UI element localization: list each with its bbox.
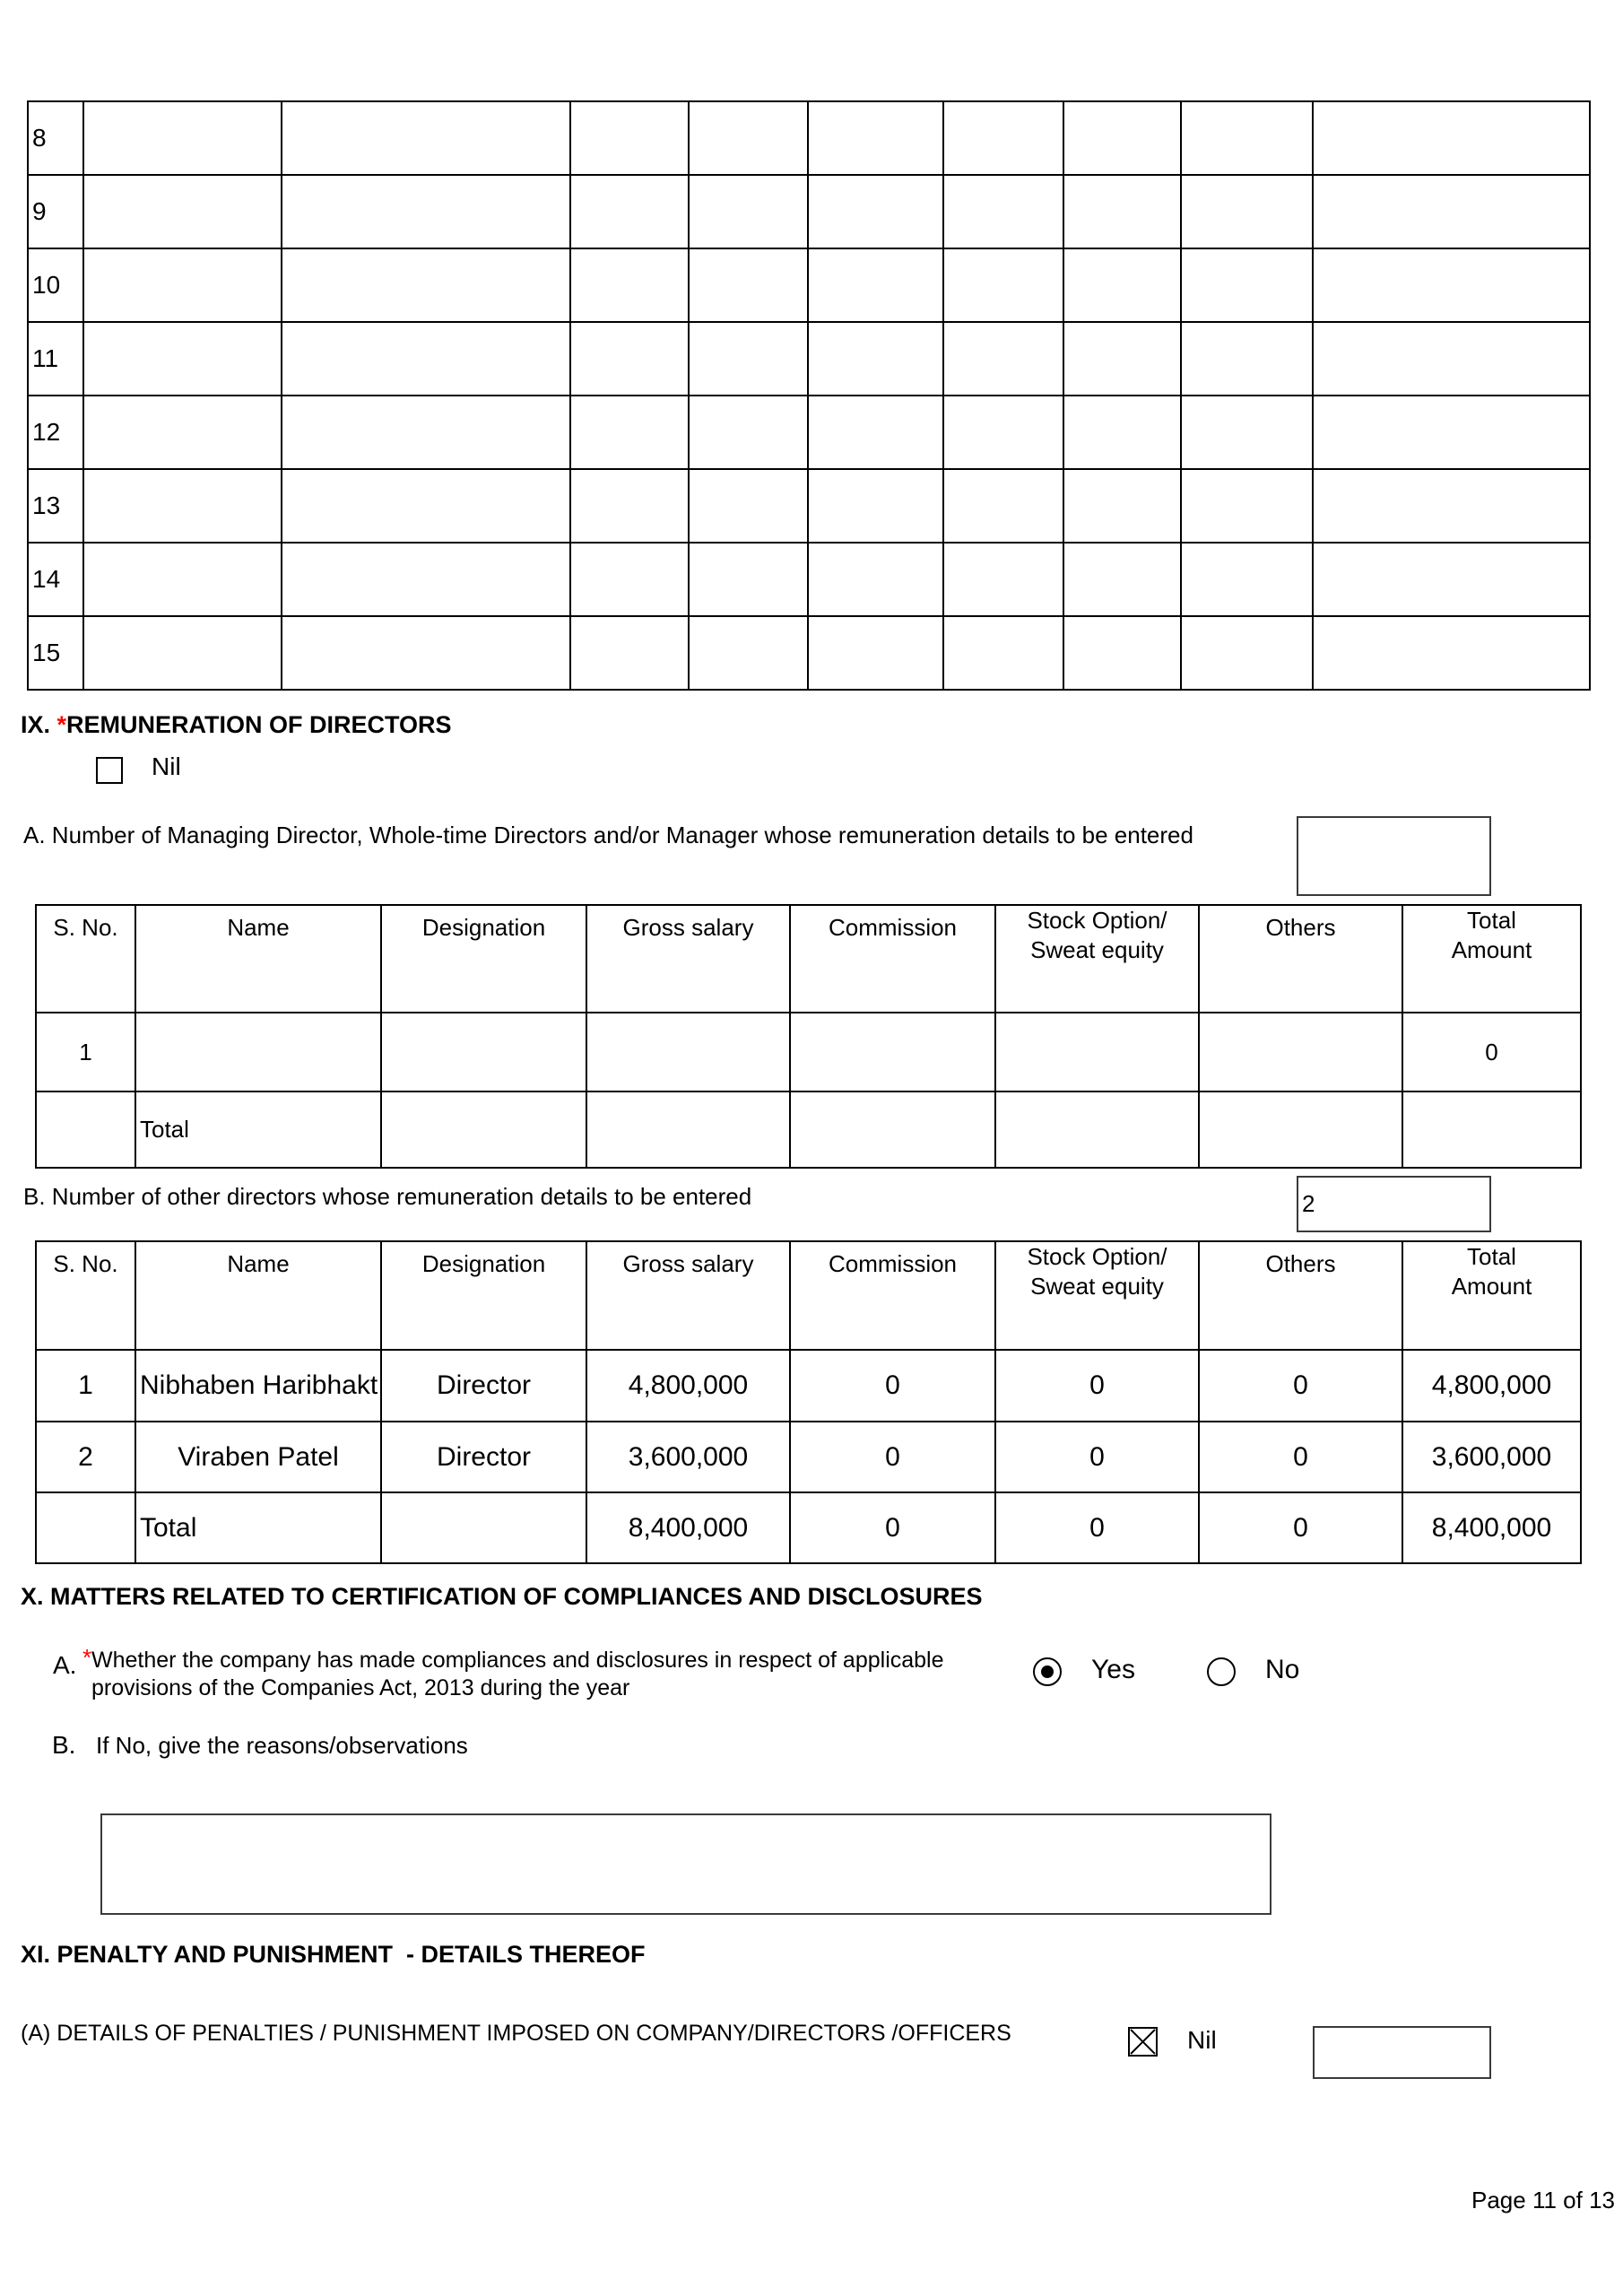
cell-stock-option[interactable]: 0 [995, 1350, 1199, 1422]
table-cell[interactable] [570, 469, 689, 543]
table-cell[interactable] [808, 469, 943, 543]
part-b-count-label: B. Number of other directors whose remuneration details to be entered [23, 1183, 752, 1210]
cell-others[interactable] [1199, 1013, 1402, 1091]
compliance-question-line-2: provisions of the Companies Act, 2013 during the year [91, 1675, 630, 1700]
radio-selected-dot [1041, 1665, 1054, 1678]
table-cell[interactable] [570, 543, 689, 616]
table-cell[interactable] [808, 543, 943, 616]
row-number: 11 [28, 322, 83, 396]
cell-commission[interactable] [790, 1091, 995, 1168]
cell-designation[interactable] [381, 1091, 586, 1168]
table-row [28, 322, 1590, 396]
table-row [28, 543, 1590, 616]
table-row [36, 1013, 1581, 1091]
cell-s-no: 2 [36, 1422, 135, 1492]
row-number: 10 [28, 248, 83, 322]
table-cell[interactable] [1181, 469, 1313, 543]
table-cell[interactable] [1181, 175, 1313, 248]
table-cell[interactable] [1313, 396, 1590, 469]
cell-total-amount[interactable]: 4,800,000 [1402, 1350, 1581, 1422]
cell-gross-salary[interactable]: 4,800,000 [586, 1350, 790, 1422]
table-cell[interactable] [83, 396, 282, 469]
other-directors-remuneration-table [35, 1240, 1582, 1564]
table-cell[interactable] [1181, 248, 1313, 322]
table-cell[interactable] [808, 248, 943, 322]
table-cell[interactable] [83, 101, 282, 175]
cell-name[interactable]: Nibhaben Haribhakt [135, 1350, 381, 1422]
table-cell[interactable] [943, 248, 1063, 322]
column-header-stock-option: Stock Option/ Sweat equity [995, 1241, 1199, 1350]
table-cell[interactable] [1313, 322, 1590, 396]
table-cell[interactable] [83, 322, 282, 396]
total-label: Total [135, 1091, 381, 1168]
column-header-designation: Designation [381, 905, 586, 1013]
section-title: REMUNERATION OF DIRECTORS [66, 711, 452, 738]
table-cell[interactable] [570, 616, 689, 690]
table-cell[interactable] [943, 396, 1063, 469]
column-header-total-amount: Total Amount [1402, 905, 1581, 1013]
table-cell[interactable] [943, 322, 1063, 396]
cell-gross-salary[interactable] [586, 1013, 790, 1091]
cell-designation[interactable]: Director [381, 1350, 586, 1422]
total-row [36, 1091, 1581, 1168]
cell-others[interactable]: 0 [1199, 1422, 1402, 1492]
table-cell[interactable] [943, 175, 1063, 248]
part-a-count-label: A. Number of Managing Director, Whole-time Directors and/or Manager whose remuneration details to be entered [23, 822, 1193, 848]
column-header-name: Name [135, 905, 381, 1013]
yes-radio[interactable] [1033, 1657, 1062, 1686]
table-row [36, 1422, 1581, 1492]
column-header-s-no: S. No. [36, 905, 135, 1013]
table-cell[interactable] [808, 175, 943, 248]
table-cell[interactable] [282, 322, 570, 396]
cell-s-no: 1 [36, 1350, 135, 1422]
column-header-commission: Commission [790, 1241, 995, 1350]
column-header-others: Others [1199, 1241, 1402, 1350]
previous-section-table [27, 100, 1591, 691]
part-a-marker: A. [53, 1651, 77, 1679]
checkmark-x-icon [1130, 2029, 1156, 2055]
table-cell[interactable] [282, 396, 570, 469]
page-number: Page 11 of 13 [1471, 2187, 1615, 2213]
cell-commission[interactable]: 0 [790, 1422, 995, 1492]
table-cell[interactable] [570, 322, 689, 396]
table-cell[interactable] [808, 396, 943, 469]
penalty-nil-checkbox[interactable] [1128, 2027, 1158, 2057]
column-header-stock-option: Stock Option/ Sweat equity [995, 905, 1199, 1013]
table-row [28, 616, 1590, 690]
table-cell[interactable] [282, 248, 570, 322]
total-row [36, 1492, 1581, 1563]
table-cell[interactable] [943, 469, 1063, 543]
part-b-count-input[interactable]: 2 [1297, 1176, 1491, 1232]
yes-label[interactable]: Yes [1091, 1655, 1135, 1684]
table-cell[interactable] [282, 469, 570, 543]
table-cell[interactable] [808, 101, 943, 175]
table-cell[interactable] [1181, 101, 1313, 175]
table-cell[interactable] [1181, 543, 1313, 616]
table-cell[interactable] [570, 396, 689, 469]
table-cell[interactable] [1313, 469, 1590, 543]
cell-stock-option[interactable] [995, 1091, 1199, 1168]
cell-commission[interactable]: 0 [790, 1492, 995, 1563]
cell-designation[interactable] [381, 1013, 586, 1091]
row-number: 13 [28, 469, 83, 543]
required-asterisk: * [56, 711, 67, 738]
row-number: 9 [28, 175, 83, 248]
header-row [36, 905, 1581, 1013]
column-header-gross-salary: Gross salary [586, 905, 790, 1013]
table-row [28, 175, 1590, 248]
cell-designation[interactable]: Director [381, 1422, 586, 1492]
column-header-gross-salary: Gross salary [586, 1241, 790, 1350]
cell-name[interactable] [135, 1013, 381, 1091]
row-number: 12 [28, 396, 83, 469]
table-cell[interactable] [83, 248, 282, 322]
cell-designation[interactable] [381, 1492, 586, 1563]
table-cell[interactable] [689, 469, 808, 543]
table-cell[interactable] [689, 543, 808, 616]
table-row [28, 469, 1590, 543]
table-cell[interactable] [1313, 175, 1590, 248]
table-row [28, 101, 1590, 175]
column-header-name: Name [135, 1241, 381, 1350]
managing-directors-remuneration-table [35, 904, 1582, 1169]
column-header-s-no: S. No. [36, 1241, 135, 1350]
cell-others[interactable]: 0 [1199, 1492, 1402, 1563]
section-number: IX. [21, 711, 57, 738]
column-header-commission: Commission [790, 905, 995, 1013]
reasons-textarea[interactable] [100, 1813, 1271, 1915]
penalty-input[interactable] [1313, 2026, 1491, 2079]
table-cell[interactable] [1063, 616, 1181, 690]
table-cell[interactable] [808, 322, 943, 396]
table-cell[interactable] [83, 469, 282, 543]
table-cell[interactable] [1181, 396, 1313, 469]
remuneration-nil-checkbox[interactable] [96, 757, 123, 784]
part-a-count-input[interactable] [1297, 816, 1491, 896]
table-cell[interactable] [808, 616, 943, 690]
cell-gross-salary[interactable]: 3,600,000 [586, 1422, 790, 1492]
table-cell[interactable] [1181, 322, 1313, 396]
table-cell[interactable] [1181, 616, 1313, 690]
table-row [28, 396, 1590, 469]
row-number: 14 [28, 543, 83, 616]
table-cell[interactable] [1063, 396, 1181, 469]
penalties-label: (A) DETAILS OF PENALTIES / PUNISHMENT IMPOSED ON COMPANY/DIRECTORS /OFFICERS [21, 2021, 1011, 2046]
table-cell[interactable] [1063, 101, 1181, 175]
table-cell[interactable] [282, 175, 570, 248]
cell-s-no [36, 1492, 135, 1563]
table-cell[interactable] [943, 101, 1063, 175]
table-row [28, 248, 1590, 322]
table-cell[interactable] [1063, 322, 1181, 396]
column-header-total-amount: Total Amount [1402, 1241, 1581, 1350]
table-cell[interactable] [282, 616, 570, 690]
table-cell[interactable] [689, 248, 808, 322]
table-cell[interactable] [689, 101, 808, 175]
table-cell[interactable] [689, 616, 808, 690]
table-row [36, 1350, 1581, 1422]
total-label: Total [135, 1492, 381, 1563]
table-cell[interactable] [282, 543, 570, 616]
cell-others[interactable] [1199, 1091, 1402, 1168]
table-cell[interactable] [83, 175, 282, 248]
table-cell[interactable] [1313, 616, 1590, 690]
table-cell[interactable] [1063, 543, 1181, 616]
table-cell[interactable] [943, 616, 1063, 690]
table-cell[interactable] [1063, 248, 1181, 322]
table-cell[interactable] [1313, 248, 1590, 322]
compliance-question-line-1: Whether the company has made compliances and disclosures in respect of applicable [91, 1648, 944, 1673]
section-ix-heading [21, 711, 452, 738]
table-cell[interactable] [689, 396, 808, 469]
cell-stock-option[interactable]: 0 [995, 1422, 1199, 1492]
cell-stock-option[interactable] [995, 1013, 1199, 1091]
cell-s-no [36, 1091, 135, 1168]
cell-total-amount[interactable]: 8,400,000 [1402, 1492, 1581, 1563]
cell-gross-salary[interactable]: 8,400,000 [586, 1492, 790, 1563]
header-row [36, 1241, 1581, 1350]
part-b-marker: B. [52, 1731, 76, 1759]
cell-total-amount[interactable] [1402, 1091, 1581, 1168]
cell-name[interactable]: Viraben Patel [135, 1422, 381, 1492]
column-header-others: Others [1199, 905, 1402, 1013]
table-cell[interactable] [1063, 175, 1181, 248]
column-header-designation: Designation [381, 1241, 586, 1350]
cell-commission[interactable]: 0 [790, 1350, 995, 1422]
required-asterisk: * [82, 1644, 92, 1671]
row-number: 8 [28, 101, 83, 175]
section-xi-heading: XI. PENALTY AND PUNISHMENT - DETAILS THEREOF [21, 1941, 646, 1968]
table-cell[interactable] [689, 322, 808, 396]
cell-others[interactable]: 0 [1199, 1350, 1402, 1422]
penalty-nil-label: Nil [1187, 2026, 1217, 2054]
no-label[interactable]: No [1265, 1655, 1300, 1684]
table-cell[interactable] [282, 101, 570, 175]
cell-stock-option[interactable]: 0 [995, 1492, 1199, 1563]
table-cell[interactable] [943, 543, 1063, 616]
section-x-heading: X. MATTERS RELATED TO CERTIFICATION OF COMPLIANCES AND DISCLOSURES [21, 1583, 983, 1610]
reasons-label: If No, give the reasons/observations [96, 1732, 468, 1759]
table-cell[interactable] [689, 175, 808, 248]
table-cell[interactable] [1313, 101, 1590, 175]
row-number: 15 [28, 616, 83, 690]
table-cell[interactable] [570, 248, 689, 322]
no-radio[interactable] [1207, 1657, 1236, 1686]
cell-total-amount[interactable]: 3,600,000 [1402, 1422, 1581, 1492]
cell-s-no: 1 [36, 1013, 135, 1091]
table-cell[interactable] [83, 543, 282, 616]
cell-total-amount[interactable]: 0 [1402, 1013, 1581, 1091]
remuneration-nil-label: Nil [152, 752, 181, 780]
table-cell[interactable] [83, 616, 282, 690]
table-cell[interactable] [570, 101, 689, 175]
table-cell[interactable] [570, 175, 689, 248]
cell-commission[interactable] [790, 1013, 995, 1091]
cell-gross-salary[interactable] [586, 1091, 790, 1168]
table-cell[interactable] [1063, 469, 1181, 543]
table-cell[interactable] [1313, 543, 1590, 616]
